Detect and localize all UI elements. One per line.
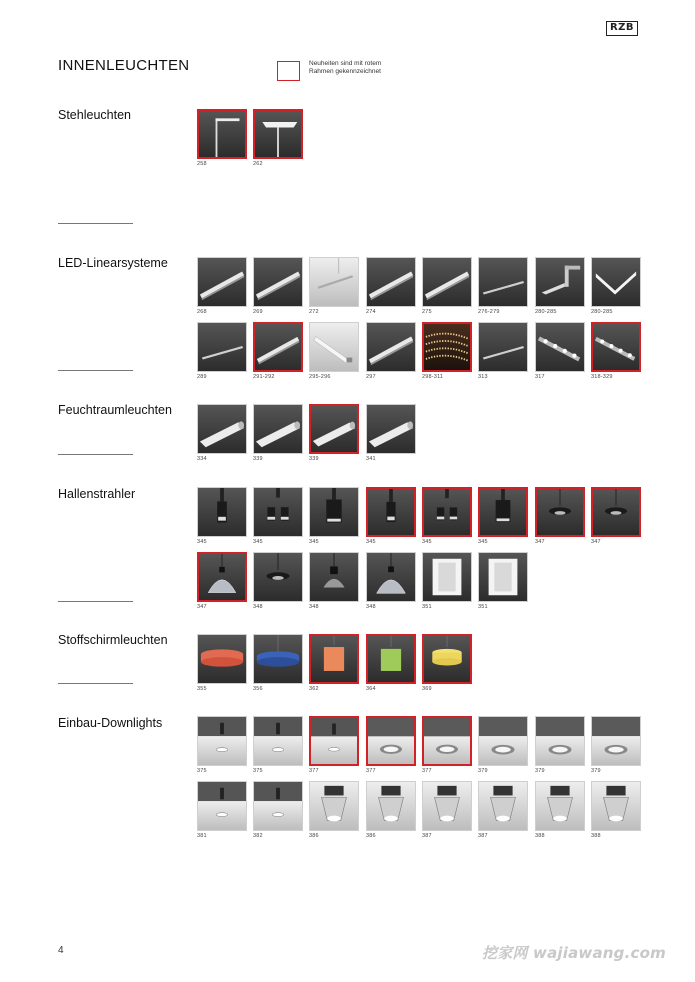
product-page-number: 386 bbox=[366, 833, 376, 839]
luminaire-image bbox=[592, 258, 640, 306]
product-page-number: 276-279 bbox=[478, 309, 500, 315]
product-page-number: 298-311 bbox=[422, 374, 444, 380]
product-page-number: 369 bbox=[422, 686, 432, 692]
product-page-number: 347 bbox=[535, 539, 545, 545]
product-thumbnail[interactable] bbox=[478, 487, 528, 537]
category-label-stoffschirmleuchten: Stoffschirmleuchten bbox=[58, 633, 168, 647]
luminaire-image bbox=[424, 636, 470, 682]
luminaire-image bbox=[198, 405, 246, 453]
product-page-number: 362 bbox=[309, 686, 319, 692]
luminaire-image bbox=[593, 489, 639, 535]
product-thumbnail[interactable] bbox=[422, 634, 472, 684]
product-page-number: 272 bbox=[309, 309, 319, 315]
luminaire-image bbox=[311, 406, 357, 452]
product-page-number: 381 bbox=[197, 833, 207, 839]
category-label-led-linearsysteme: LED-Linearsysteme bbox=[58, 256, 168, 270]
product-thumbnail[interactable] bbox=[591, 322, 641, 372]
legend-red-frame-sample bbox=[277, 61, 300, 81]
luminaire-image bbox=[199, 111, 245, 157]
product-thumbnail[interactable] bbox=[535, 322, 585, 372]
product-page-number: 268 bbox=[197, 309, 207, 315]
luminaire-image bbox=[310, 782, 358, 830]
luminaire-image bbox=[255, 111, 301, 157]
product-thumbnail[interactable] bbox=[422, 257, 472, 307]
product-page-number: 339 bbox=[309, 456, 319, 462]
luminaire-image bbox=[536, 717, 584, 765]
product-thumbnail[interactable] bbox=[197, 552, 247, 602]
product-page-number: 269 bbox=[253, 309, 263, 315]
luminaire-image bbox=[592, 782, 640, 830]
product-page-number: 382 bbox=[253, 833, 263, 839]
product-page-number: 386 bbox=[309, 833, 319, 839]
product-page-number: 388 bbox=[591, 833, 601, 839]
product-thumbnail[interactable] bbox=[309, 716, 359, 766]
luminaire-image bbox=[479, 717, 527, 765]
luminaire-image bbox=[536, 323, 584, 371]
product-thumbnail[interactable] bbox=[535, 716, 585, 766]
luminaire-image bbox=[198, 323, 246, 371]
luminaire-image bbox=[479, 553, 527, 601]
product-thumbnail[interactable] bbox=[197, 634, 247, 684]
luminaire-image bbox=[254, 635, 302, 683]
product-page-number: 377 bbox=[422, 768, 432, 774]
product-thumbnail[interactable] bbox=[535, 781, 585, 831]
category-divider bbox=[58, 601, 133, 602]
luminaire-image bbox=[254, 488, 302, 536]
product-thumbnail[interactable] bbox=[309, 404, 359, 454]
product-page-number: 355 bbox=[197, 686, 207, 692]
product-thumbnail[interactable] bbox=[253, 552, 303, 602]
product-thumbnail[interactable] bbox=[591, 781, 641, 831]
watermark: 挖家网 wajiawang.com bbox=[482, 944, 666, 962]
product-thumbnail[interactable] bbox=[197, 257, 247, 307]
product-page-number: 334 bbox=[197, 456, 207, 462]
luminaire-image bbox=[368, 489, 414, 535]
product-thumbnail[interactable] bbox=[253, 781, 303, 831]
category-divider bbox=[58, 370, 133, 371]
luminaire-image bbox=[311, 636, 357, 682]
category-label-hallenstrahler: Hallenstrahler bbox=[58, 487, 136, 501]
product-thumbnail[interactable] bbox=[591, 257, 641, 307]
luminaire-image bbox=[254, 782, 302, 830]
product-page-number: 291-292 bbox=[253, 374, 275, 380]
page-title: INNENLEUCHTEN bbox=[58, 57, 190, 74]
luminaire-image bbox=[593, 324, 639, 370]
product-page-number: 379 bbox=[478, 768, 488, 774]
luminaire-image bbox=[368, 636, 414, 682]
product-page-number: 356 bbox=[253, 686, 263, 692]
product-page-number: 379 bbox=[535, 768, 545, 774]
product-thumbnail[interactable] bbox=[591, 487, 641, 537]
category-divider bbox=[58, 223, 133, 224]
luminaire-image bbox=[423, 258, 471, 306]
product-thumbnail[interactable] bbox=[535, 487, 585, 537]
product-thumbnail[interactable] bbox=[478, 716, 528, 766]
product-page-number: 351 bbox=[478, 604, 488, 610]
product-thumbnail[interactable] bbox=[478, 552, 528, 602]
luminaire-image bbox=[254, 717, 302, 765]
product-page-number: 275 bbox=[422, 309, 432, 315]
product-thumbnail[interactable] bbox=[197, 781, 247, 831]
luminaire-image bbox=[536, 782, 584, 830]
legend-text: Neuheiten sind mit rotem Rahmen gekennzeichnet bbox=[309, 60, 382, 75]
luminaire-image bbox=[367, 553, 415, 601]
product-page-number: 262 bbox=[253, 161, 263, 167]
luminaire-image bbox=[311, 718, 357, 764]
product-thumbnail[interactable] bbox=[478, 781, 528, 831]
category-divider bbox=[58, 454, 133, 455]
luminaire-image bbox=[367, 258, 415, 306]
product-page-number: 313 bbox=[478, 374, 488, 380]
product-page-number: 347 bbox=[591, 539, 601, 545]
product-page-number: 345 bbox=[366, 539, 376, 545]
luminaire-image bbox=[367, 782, 415, 830]
product-page-number: 387 bbox=[422, 833, 432, 839]
product-page-number: 388 bbox=[535, 833, 545, 839]
product-thumbnail[interactable] bbox=[366, 487, 416, 537]
product-thumbnail[interactable] bbox=[309, 552, 359, 602]
luminaire-image bbox=[479, 782, 527, 830]
product-thumbnail[interactable] bbox=[422, 322, 472, 372]
luminaire-image bbox=[423, 553, 471, 601]
product-thumbnail[interactable] bbox=[253, 109, 303, 159]
product-page-number: 341 bbox=[366, 456, 376, 462]
product-thumbnail[interactable] bbox=[366, 257, 416, 307]
luminaire-image bbox=[310, 553, 358, 601]
product-page-number: 318-329 bbox=[591, 374, 613, 380]
category-divider bbox=[58, 683, 133, 684]
luminaire-image bbox=[367, 405, 415, 453]
product-thumbnail[interactable] bbox=[422, 781, 472, 831]
luminaire-image bbox=[368, 718, 414, 764]
product-page-number: 375 bbox=[197, 768, 207, 774]
product-thumbnail[interactable] bbox=[422, 552, 472, 602]
product-thumbnail[interactable] bbox=[366, 404, 416, 454]
product-thumbnail[interactable] bbox=[535, 257, 585, 307]
luminaire-image bbox=[310, 488, 358, 536]
product-page-number: 377 bbox=[366, 768, 376, 774]
luminaire-image bbox=[199, 554, 245, 600]
luminaire-image bbox=[310, 258, 358, 306]
rzb-logo: RZB bbox=[606, 21, 638, 36]
product-page-number: 295-296 bbox=[309, 374, 331, 380]
product-page-number: 345 bbox=[422, 539, 432, 545]
product-thumbnail[interactable] bbox=[197, 404, 247, 454]
product-thumbnail[interactable] bbox=[253, 322, 303, 372]
product-page-number: 375 bbox=[253, 768, 263, 774]
product-page-number: 379 bbox=[591, 768, 601, 774]
luminaire-image bbox=[198, 635, 246, 683]
luminaire-image bbox=[479, 258, 527, 306]
product-thumbnail[interactable] bbox=[366, 781, 416, 831]
luminaire-image bbox=[254, 258, 302, 306]
product-page-number: 348 bbox=[253, 604, 263, 610]
product-page-number: 387 bbox=[478, 833, 488, 839]
product-thumbnail[interactable] bbox=[197, 716, 247, 766]
product-thumbnail[interactable] bbox=[478, 257, 528, 307]
product-page-number: 258 bbox=[197, 161, 207, 167]
luminaire-image bbox=[479, 323, 527, 371]
product-thumbnail[interactable] bbox=[366, 322, 416, 372]
product-page-number: 377 bbox=[309, 768, 319, 774]
product-thumbnail[interactable] bbox=[366, 716, 416, 766]
product-thumbnail[interactable] bbox=[309, 634, 359, 684]
product-thumbnail[interactable] bbox=[591, 716, 641, 766]
luminaire-image bbox=[592, 717, 640, 765]
luminaire-image bbox=[254, 553, 302, 601]
luminaire-image bbox=[310, 323, 358, 371]
product-page-number: 345 bbox=[197, 539, 207, 545]
luminaire-image bbox=[423, 782, 471, 830]
product-thumbnail[interactable] bbox=[197, 322, 247, 372]
product-thumbnail[interactable] bbox=[253, 634, 303, 684]
product-thumbnail[interactable] bbox=[253, 716, 303, 766]
product-page-number: 339 bbox=[253, 456, 263, 462]
luminaire-image bbox=[424, 324, 470, 370]
category-label-einbau-downlights: Einbau-Downlights bbox=[58, 716, 163, 730]
product-page-number: 351 bbox=[422, 604, 432, 610]
product-page-number: 317 bbox=[535, 374, 545, 380]
product-thumbnail[interactable] bbox=[366, 634, 416, 684]
product-thumbnail[interactable] bbox=[422, 487, 472, 537]
luminaire-image bbox=[255, 324, 301, 370]
product-thumbnail[interactable] bbox=[309, 781, 359, 831]
product-thumbnail[interactable] bbox=[478, 322, 528, 372]
product-thumbnail[interactable] bbox=[422, 716, 472, 766]
luminaire-image bbox=[537, 489, 583, 535]
product-thumbnail[interactable] bbox=[197, 109, 247, 159]
product-thumbnail[interactable] bbox=[253, 257, 303, 307]
product-page-number: 297 bbox=[366, 374, 376, 380]
luminaire-image bbox=[536, 258, 584, 306]
product-thumbnail[interactable] bbox=[197, 487, 247, 537]
luminaire-image bbox=[198, 782, 246, 830]
product-thumbnail[interactable] bbox=[309, 257, 359, 307]
product-thumbnail[interactable] bbox=[309, 322, 359, 372]
luminaire-image bbox=[480, 489, 526, 535]
luminaire-image bbox=[198, 488, 246, 536]
product-page-number: 280-285 bbox=[535, 309, 557, 315]
luminaire-image bbox=[198, 258, 246, 306]
product-page-number: 348 bbox=[366, 604, 376, 610]
product-page-number: 280-285 bbox=[591, 309, 613, 315]
luminaire-image bbox=[254, 405, 302, 453]
page-number: 4 bbox=[58, 945, 64, 956]
product-page-number: 347 bbox=[197, 604, 207, 610]
category-label-stehleuchten: Stehleuchten bbox=[58, 108, 131, 122]
product-thumbnail[interactable] bbox=[253, 404, 303, 454]
product-page-number: 345 bbox=[478, 539, 488, 545]
luminaire-image bbox=[198, 717, 246, 765]
luminaire-image bbox=[424, 489, 470, 535]
product-thumbnail[interactable] bbox=[366, 552, 416, 602]
category-label-feuchtraumleuchten: Feuchtraumleuchten bbox=[58, 403, 172, 417]
product-thumbnail[interactable] bbox=[253, 487, 303, 537]
luminaire-image bbox=[424, 718, 470, 764]
product-page-number: 289 bbox=[197, 374, 207, 380]
product-page-number: 274 bbox=[366, 309, 376, 315]
product-page-number: 348 bbox=[309, 604, 319, 610]
product-page-number: 345 bbox=[309, 539, 319, 545]
product-thumbnail[interactable] bbox=[309, 487, 359, 537]
product-page-number: 364 bbox=[366, 686, 376, 692]
luminaire-image bbox=[367, 323, 415, 371]
product-page-number: 345 bbox=[253, 539, 263, 545]
